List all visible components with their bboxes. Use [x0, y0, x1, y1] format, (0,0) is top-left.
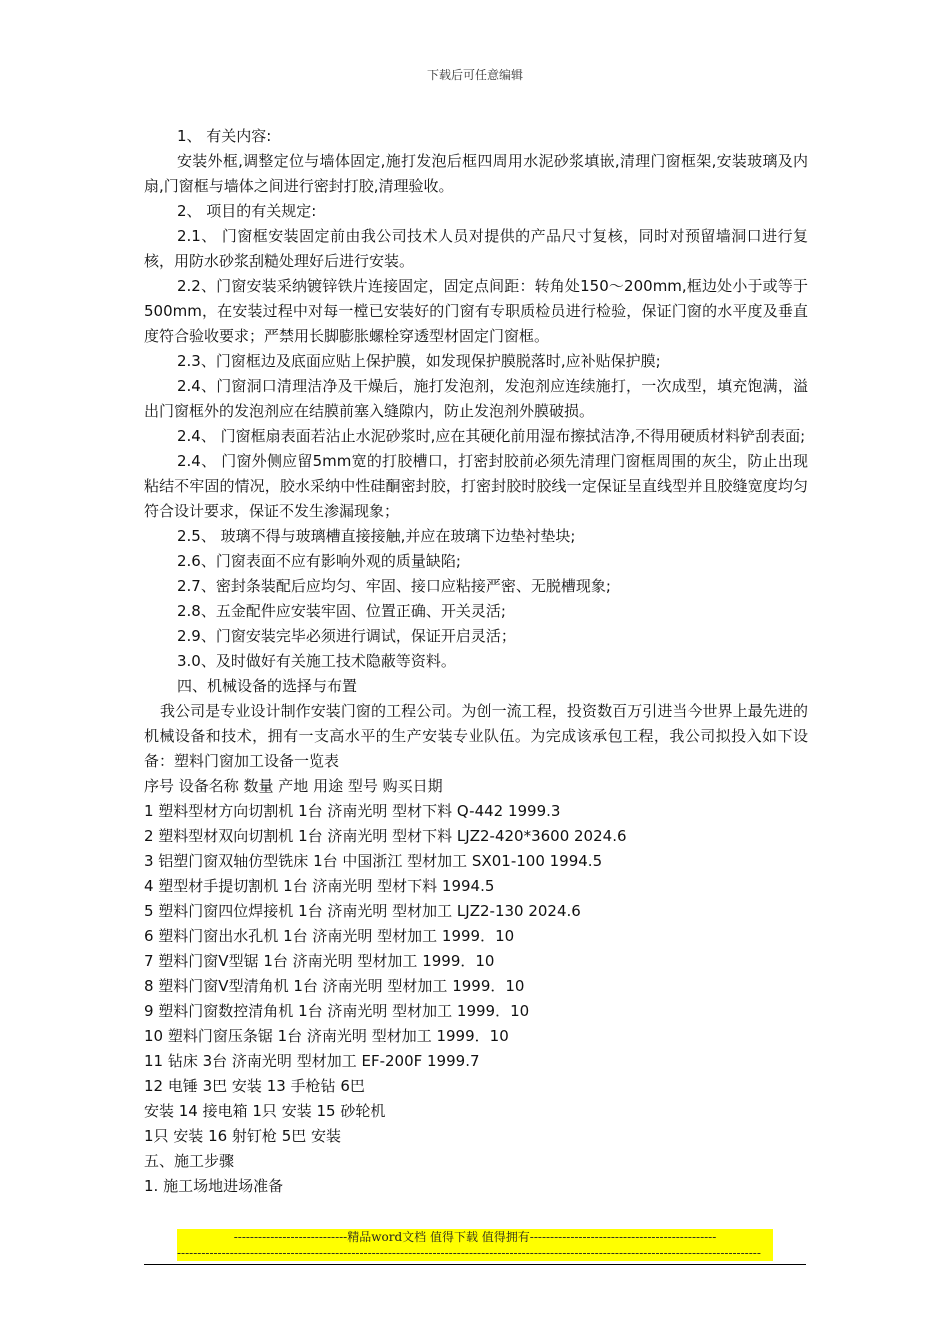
equipment-row: 7 塑料门窗V型锯 1台 济南光明 型材加工 1999．10: [144, 952, 495, 970]
equipment-row: 1只 安装 16 射钉枪 5巴 安装: [144, 1127, 342, 1145]
footer-banner-text: ----------------------------精品word文档 值得下载 值得拥有----------------------------------------------: [233, 1230, 717, 1244]
paragraph: 2.3、门窗框边及底面应贴上保护膜，如发现保护膜脱落时,应补贴保护膜;: [177, 352, 661, 370]
equipment-row: 5 塑料门窗四位焊接机 1台 济南光明 型材加工 LJZ2-130 2024.6: [144, 902, 581, 920]
paragraph: 2.4、 门窗外侧应留5mm宽的打胶槽口，打密封胶前必须先清理门窗框周围的灰尘，防止出现粘结不牢固的情况，胶水采纳中性硅酮密封胶，打密封胶时胶线一定保证呈直线型并且胶缝宽度均匀符合设计要求，保证不发生渗漏现象；: [144, 452, 808, 520]
equipment-row: 6 塑料门窗出水孔机 1台 济南光明 型材加工 1999．10: [144, 927, 515, 945]
paragraph: 3.0、及时做好有关施工技术隐蔽等资料。: [177, 652, 456, 670]
paragraph: 2.2、门窗安装采纳镀锌铁片连接固定，固定点间距：转角处150～200mm,框边处小于或等于500mm，在安装过程中对每一樘已安装好的门窗有专职质检员进行检验，保证门窗的水平度及垂直度符合验收要求；严禁用长脚膨胀螺栓穿透型材固定门窗框。: [144, 277, 808, 345]
paragraph: 2.7、密封条装配后应均匀、牢固、接口应粘接严密、无脱槽现象;: [177, 577, 611, 595]
paragraph: 2.5、 玻璃不得与玻璃槽直接接触,并应在玻璃下边垫衬垫块;: [177, 527, 576, 545]
document-body: [144, 124, 808, 1199]
paragraph: 2.6、门窗表面不应有影响外观的质量缺陷;: [177, 552, 461, 570]
footer-dashes: ------------------------------------------------------------------------------------------------------------------------------------------------: [177, 1245, 773, 1261]
equipment-row: 11 钻床 3台 济南光明 型材加工 EF-200F 1999.7: [144, 1052, 480, 1070]
footer-banner: [177, 1229, 773, 1245]
subsection-heading: 1. 施工场地进场准备: [144, 1177, 284, 1195]
equipment-table-header: 序号 设备名称 数量 产地 用途 型号 购买日期: [144, 777, 443, 795]
paragraph: 2.8、五金配件应安装牢固、位置正确、开关灵活;: [177, 602, 506, 620]
equipment-row: 8 塑料门窗V型清角机 1台 济南光明 型材加工 1999．10: [144, 977, 525, 995]
paragraph: 2.4、门窗洞口清理洁净及干燥后，施打发泡剂，发泡剂应连续施打，一次成型，填充饱满，溢出门窗框外的发泡剂应在结膜前塞入缝隙内，防止发泡剂外膜破损。: [144, 377, 808, 420]
section-heading: 五、施工步骤: [144, 1152, 235, 1170]
section-heading: 四、机械设备的选择与布置: [177, 677, 358, 695]
equipment-row: 9 塑料门窗数控清角机 1台 济南光明 型材加工 1999．10: [144, 1002, 530, 1020]
equipment-row: 2 塑料型材双向切割机 1台 济南光明 型材下料 LJZ2-420*3600 2024.6: [144, 827, 627, 845]
paragraph: 2.9、门窗安装完毕必须进行调试，保证开启灵活；: [177, 627, 516, 645]
paragraph: 2.1、 门窗框安装固定前由我公司技术人员对提供的产品尺寸复核，同时对预留墙洞口进行复核，用防水砂浆刮糙处理好后进行安装。: [144, 227, 808, 270]
paragraph: 我公司是专业设计制作安装门窗的工程公司。为创一流工程，投资数百万引进当今世界上最先进的机械设备和技术，拥有一支高水平的生产安装专业队伍。为完成该承包工程，我公司拟投入如下设备：塑料门窗加工设备一览表: [144, 702, 808, 770]
footer-rule: [144, 1264, 806, 1265]
equipment-row: 4 塑型材手提切割机 1台 济南光明 型材下料 1994.5: [144, 877, 495, 895]
equipment-row: 3 铝塑门窗双轴仿型铣床 1台 中国浙江 型材加工 SX01-100 1994.5: [144, 852, 603, 870]
page-header: 下载后可任意编辑: [426, 68, 523, 82]
paragraph: 2.4、 门窗框扇表面若沾止水泥砂浆时,应在其硬化前用湿布擦拭洁净,不得用硬质材料铲刮表面;: [177, 427, 806, 445]
equipment-row: 10 塑料门窗压条锯 1台 济南光明 型材加工 1999．10: [144, 1027, 509, 1045]
paragraph: 安装外框,调整定位与墙体固定,施打发泡后框四周用水泥砂浆填嵌,清理门窗框架,安装玻璃及内扇,门窗框与墙体之间进行密封打胶,清理验收。: [144, 152, 808, 195]
equipment-row: 1 塑料型材方向切割机 1台 济南光明 型材下料 Q-442 1999.3: [144, 802, 561, 820]
equipment-row: 12 电锤 3巴 安装 13 手枪钻 6巴: [144, 1077, 365, 1095]
equipment-row: 安装 14 接电箱 1只 安装 15 砂轮机: [144, 1102, 386, 1120]
paragraph: 1、 有关内容:: [177, 127, 272, 145]
paragraph: 2、 项目的有关规定:: [177, 202, 317, 220]
